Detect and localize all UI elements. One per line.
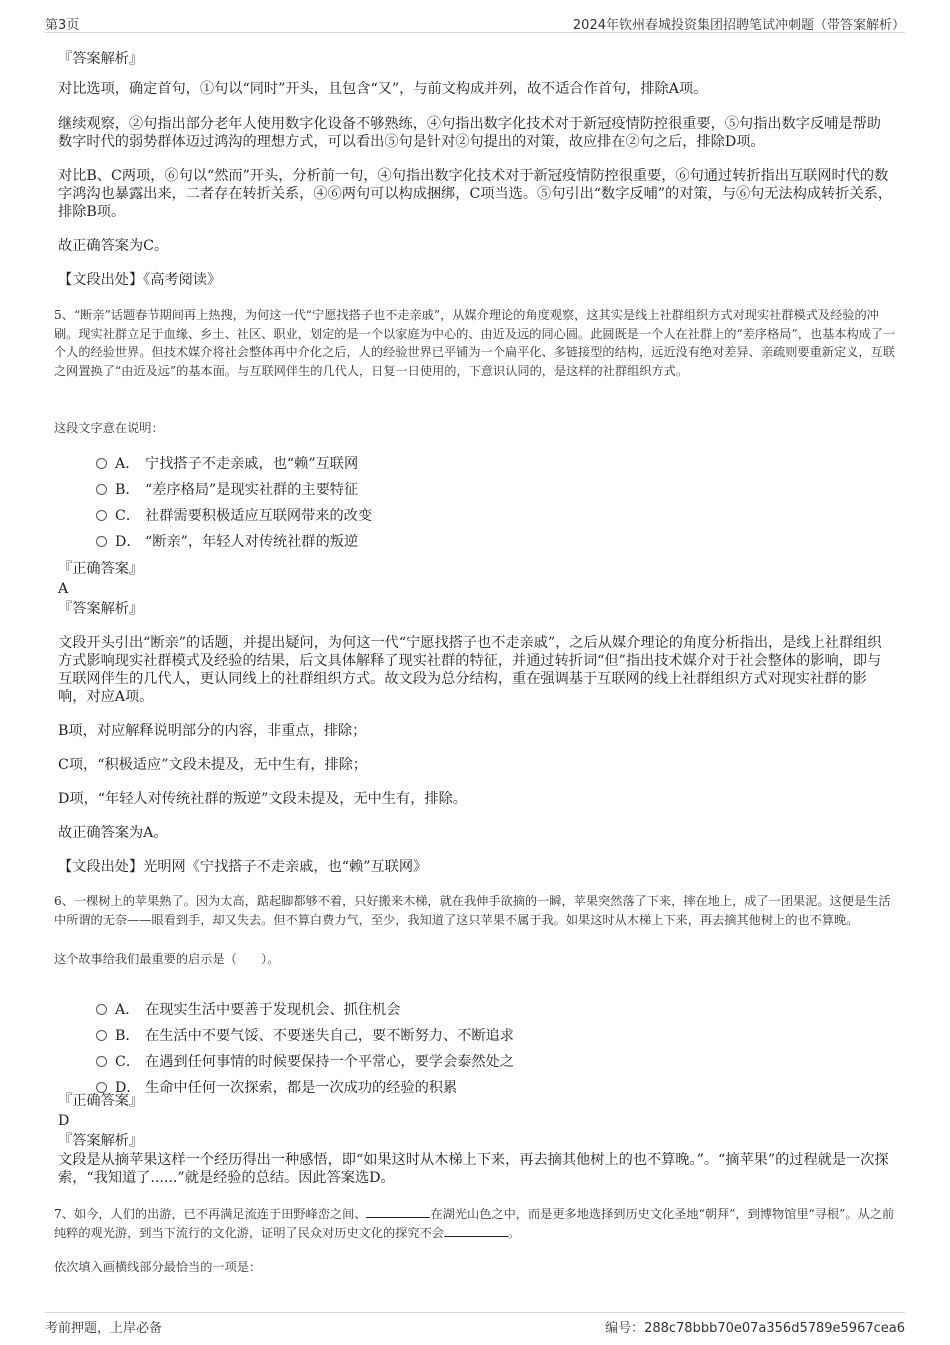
q7-stem: 7、如今，人们的出游，已不再满足流连于田野峰峦之间、 在湖光山色之中，而是更多地选择到历史文化圣地“朝拜”，到博物馆里“寻根”。从之前纯粹的观光游，到当下流行的文化游，证明了民众对历史文化的探究不会 。 bbox=[54, 1207, 895, 1240]
q6-option-c[interactable]: C． 在遇到任何事情的时候要保持一个平常心，要学会泰然处之 bbox=[96, 1052, 514, 1072]
page-number: 第3页 bbox=[45, 18, 80, 33]
q5-analysis-p1: 文段开头引出“断亲”的话题，并提出疑问，为何这一代“宁愿找搭子也不走亲戚”，之后从媒介理论的角度分析指出，是线上社群组织方式影响现实社群模式及经验的结果，后文具体解释了现实社群的特征，并通过转折词“但”指出技术媒介对于社会整体的影响，即与互联网伴生的几代人，更认同线上的社群组织方式。故文段为总分结构，重在强调基于互联网的线上社群组织方式对现实社群的影响，对应A项。 bbox=[58, 635, 882, 705]
q5-analysis-p5: 故正确答案为A。 bbox=[58, 825, 168, 841]
q5-analysis-p3: C项，“积极适应”文段未提及，无中生有，排除； bbox=[58, 757, 368, 773]
q5-answer-label: 『正确答案』 bbox=[58, 561, 144, 577]
page-footer bbox=[45, 1312, 905, 1335]
q4-source: 【文段出处】《高考阅读》 bbox=[58, 272, 222, 288]
radio-icon[interactable] bbox=[96, 1082, 107, 1093]
q5-analysis-p2: B项，对应解释说明部分的内容，非重点，排除； bbox=[58, 723, 367, 739]
q5-analysis-label: 『答案解析』 bbox=[58, 601, 144, 617]
q6-option-a[interactable]: A． 在现实生活中要善于发现机会、抓住机会 bbox=[96, 1000, 400, 1020]
radio-icon[interactable] bbox=[96, 1004, 107, 1015]
q5-option-a[interactable]: A． 宁找搭子不走亲戚，也“赖”互联网 bbox=[96, 454, 358, 474]
page-header bbox=[45, 12, 905, 33]
footer-serial: 编号：288c78bbb70e07a356d5789e5967cea6 bbox=[605, 1321, 905, 1336]
radio-icon[interactable] bbox=[96, 458, 107, 469]
q6-analysis-p1: 文段是从摘苹果这样一个经历得出一种感悟，即“如果这时从木梯上下来，再去摘其他树上的也不算晚。”。“摘苹果”的过程就是一次探索，“我知道了......”就是经验的总结。因此答案选D。 bbox=[58, 1152, 889, 1186]
q7-blank-2[interactable] bbox=[444, 1224, 508, 1237]
q5-analysis-p4: D项，“年轻人对传统社群的叛逆”文段未提及，无中生有，排除。 bbox=[58, 791, 467, 807]
q5-option-b[interactable]: B． “差序格局”是现实社群的主要特征 bbox=[96, 480, 358, 500]
q5-answer: A bbox=[58, 581, 69, 597]
q4-analysis-p4: 故正确答案为C。 bbox=[58, 238, 169, 254]
q6-prompt: 这个故事给我们最重要的启示是（ ）。 bbox=[54, 952, 280, 966]
radio-icon[interactable] bbox=[96, 1056, 107, 1067]
q5-option-d[interactable]: D． “断亲”，年轻人对传统社群的叛逆 bbox=[96, 532, 358, 552]
q6-answer-label: 『正确答案』 bbox=[58, 1093, 144, 1109]
document-title: 2024年钦州春城投资集团招聘笔试冲刺题（带答案解析） bbox=[572, 18, 905, 33]
q6-stem: 6、一棵树上的苹果熟了。因为太高，踮起脚都够不着，只好搬来木梯，就在我伸手欲摘的一瞬，苹果突然落了下来，摔在地上，成了一团果泥。这便是生活中所谓的无奈——眼看到手，却又失去。但不算白费力气，至少，我知道了这只苹果不属于我。如果这时从木梯上下来，再去摘其他树上的也不算晚。 bbox=[54, 894, 891, 927]
q6-option-b[interactable]: B． 在生活中不要气馁、不要迷失自己，要不断努力、不断追求 bbox=[96, 1026, 514, 1046]
footer-slogan: 考前押题，上岸必备 bbox=[45, 1321, 163, 1336]
q7-prompt: 依次填入画横线部分最恰当的一项是： bbox=[54, 1260, 262, 1274]
q5-option-c[interactable]: C． 社群需要积极适应互联网带来的改变 bbox=[96, 506, 372, 526]
q4-analysis-p1: 对比选项，确定首句，①句以“同时”开头，且包含“又”，与前文构成并列，故不适合作首句，排除A项。 bbox=[58, 81, 708, 97]
q5-stem: 5、“断亲”话题春节期间再上热搜，为何这一代“宁愿找搭子也不走亲戚”，从媒介理论的角度观察，这其实是线上社群组织方式对现实社群模式及经验的冲刷。现实社群立足于血缘、乡土、社区、职业，划定的是一个以家庭为中心的、由近及远的同心圆。此圆既是一个人在社群上的“差序格局”，也基本构成了一个人的经验世界。但技术媒介将社会整体再中介化之后，人的经验世界已平铺为一个扁平化、多链接型的结构，远近没有绝对差异、亲疏则要重新定义，互联之网置换了“由近及远”的基本面。与互联网伴生的几代人，日复一日使用的，下意识认同的，是这样的社群组织方式。 bbox=[54, 308, 896, 378]
q4-analysis-p2: 继续观察，②句指出部分老年人使用数字化设备不够熟练，④句指出数字化技术对于新冠疫情防控很重要，⑤句指出数字反哺是帮助数字时代的弱势群体迈过鸿沟的理想方式，可以看出⑤句是针对②句提出的对策，故应排在②句之后，排除D项。 bbox=[58, 116, 881, 150]
radio-icon[interactable] bbox=[96, 484, 107, 495]
q6-answer: D bbox=[58, 1113, 70, 1129]
radio-icon[interactable] bbox=[96, 1030, 107, 1041]
radio-icon[interactable] bbox=[96, 536, 107, 547]
q4-analysis-label: 『答案解析』 bbox=[58, 51, 144, 67]
q5-prompt: 这段文字意在说明： bbox=[54, 421, 164, 435]
q4-analysis-p3: 对比B、C两项，⑥句以“然而”开头，分析前一句，④句指出数字化技术对于新冠疫情防控很重要，⑥句通过转折指出互联网时代的数字鸿沟也暴露出来，二者存在转折关系，④⑥两句可以构成捆绑，C项当选。⑤句引出“数字反哺”的对策，与⑥句无法构成转折关系，排除B项。 bbox=[58, 168, 893, 220]
q7-blank-1[interactable] bbox=[366, 1205, 430, 1218]
radio-icon[interactable] bbox=[96, 510, 107, 521]
q6-analysis-label: 『答案解析』 bbox=[58, 1133, 144, 1149]
q6-option-d[interactable]: D． 生命中任何一次探索，都是一次成功的经验的积累 bbox=[96, 1078, 457, 1098]
q5-source: 【文段出处】光明网《宁找搭子不走亲戚，也“赖”互联网》 bbox=[58, 859, 428, 875]
